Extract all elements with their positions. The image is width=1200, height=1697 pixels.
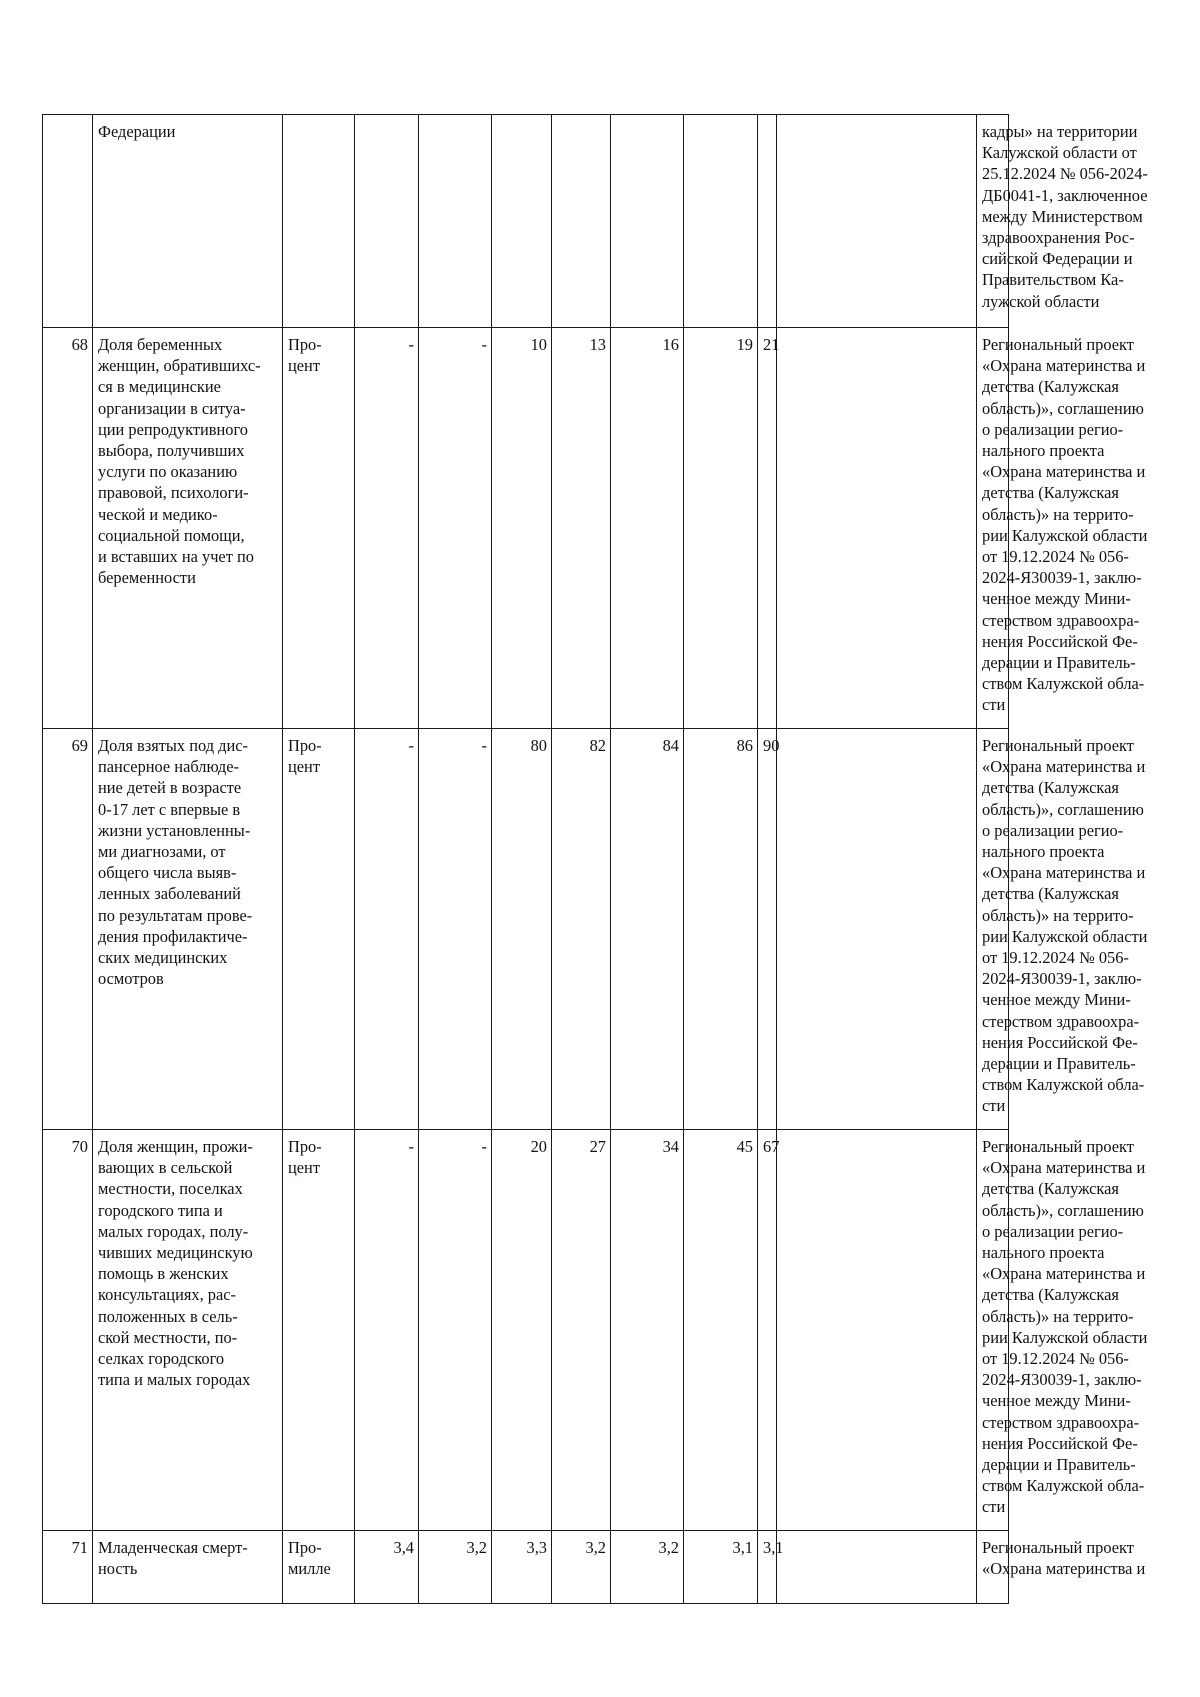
table-row [43,729,1009,1130]
indicator-name-line: местности, поселках [98,1179,243,1199]
indicator-name-line: ность [98,1559,138,1579]
unit-cell [283,1531,355,1604]
source-cell [977,1130,1148,1531]
table-row [43,328,1009,729]
source-line: область)», соглашению [982,1200,1144,1220]
source-line: область)», соглашению [982,799,1144,819]
row-index: 71 [43,1531,93,1604]
source-line: ством Калужской обла- [982,674,1145,694]
indicator-name-line: Доля беременных [98,335,223,354]
source-line: сти [982,695,1006,715]
source-line: область)» на террито- [982,504,1134,524]
value-cell: 34 [611,1130,684,1531]
row-index: 70 [43,1130,93,1531]
source-line: Региональный проект [982,736,1134,755]
indicator-name-line: социальной помощи, [98,525,245,545]
source-line: нального проекта [982,842,1105,862]
value-cell: 3,2 [611,1531,684,1604]
unit-cell [283,1130,355,1531]
source-line: детства (Калужская [982,377,1119,397]
value-cell: 3,2 [419,1531,492,1604]
value-cell: 13 [552,328,611,729]
indicator-name-line: ской местности, по- [98,1327,238,1347]
source-line: «Охрана материнства и [982,863,1146,883]
unit-line: Про- [288,1137,322,1156]
source-line: «Охрана материнства и [982,757,1146,777]
value-cell: - [355,729,419,1130]
value-cell: - [419,1130,492,1531]
source-line: о реализации регио- [982,419,1124,439]
value-cell: 86 [684,729,758,1130]
source-line: «Охрана материнства и [982,1158,1146,1178]
source-line: «Охрана материнства и [982,462,1146,482]
value-cell [492,115,552,328]
indicator-name [93,328,283,729]
row-index: 69 [43,729,93,1130]
value-cell: 10 [492,328,552,729]
source-line: ченное между Мини- [982,1391,1131,1411]
source-line: рии Калужской области [982,926,1148,946]
indicator-name-line: Младенческая смерт- [98,1538,248,1557]
table-row [43,1531,1009,1604]
unit-line: Про- [288,1538,322,1557]
source-line: стерством здравоохра- [982,610,1140,630]
indicator-name-line: ся в медицинские [98,377,221,397]
source-cell [977,729,1148,1130]
table-row [43,1130,1009,1531]
value-cell [611,115,684,328]
source-line: нения Российской Фе- [982,1433,1138,1453]
source-line: от 19.12.2024 № 056- [982,547,1129,567]
indicator-name-line: по результатам прове- [98,905,253,925]
source-line: от 19.12.2024 № 056- [982,1349,1129,1369]
spacer-cell [777,729,977,1130]
indicator-name [93,729,283,1130]
source-line: нального проекта [982,441,1105,461]
indicator-name-line: малых городах, полу- [98,1221,249,1241]
indicator-name [93,115,283,328]
source-line: ДБ0041-1, заключенное [982,185,1148,205]
value-cell [355,115,419,328]
value-cell: - [419,729,492,1130]
indicator-name-line: ции репродуктивного [98,419,249,439]
source-line: «Охрана материнства и [982,1264,1146,1284]
unit-line: Про- [288,335,322,354]
source-line: Региональный проект [982,1538,1134,1557]
spacer-cell [777,1130,977,1531]
indicator-name-line: осмотров [98,969,164,989]
indicator-name-line: услуги по оказанию [98,462,238,482]
indicator-name-line: жизни установленны- [98,820,251,840]
source-line: Региональный проект [982,335,1134,354]
value-cell: 16 [611,328,684,729]
unit-cell [283,115,355,328]
indicator-name-line: Федерации [98,122,176,141]
source-line: 2024-Я30039-1, заклю- [982,1370,1142,1390]
source-line: ченное между Мини- [982,589,1131,609]
unit-line: милле [288,1559,331,1579]
source-line: ством Калужской обла- [982,1075,1145,1095]
source-line: здравоохранения Рос- [982,228,1135,248]
source-line: стерством здравоохра- [982,1011,1140,1031]
source-line: «Охрана материнства и [982,1559,1146,1579]
source-line: нения Российской Фе- [982,1032,1138,1052]
value-cell: 3,1 [758,1531,777,1604]
unit-cell [283,328,355,729]
value-cell: 21 [758,328,777,729]
source-line: лужской области [982,291,1100,311]
source-line: сти [982,1096,1006,1116]
source-line: 25.12.2024 № 056-2024- [982,164,1148,184]
unit-line: цент [288,1158,320,1178]
indicator-name-line: ми диагнозами, от [98,842,226,862]
value-cell [684,115,758,328]
source-line: нального проекта [982,1243,1105,1263]
value-cell [552,115,611,328]
indicator-name-line: общего числа выяв- [98,863,237,883]
indicators-table [42,114,1148,1604]
source-line: дерации и Правитель- [982,1455,1136,1475]
value-cell: 90 [758,729,777,1130]
value-cell: 82 [552,729,611,1130]
unit-line: цент [288,757,320,777]
source-line: область)» на террито- [982,1306,1134,1326]
indicator-name-line: вающих в сельской [98,1158,233,1178]
source-line: Региональный проект [982,1137,1134,1156]
source-cell [977,115,1148,328]
indicator-name-line: городского типа и [98,1200,223,1220]
indicator-name-line: положенных в сель- [98,1306,238,1326]
value-cell: 3,2 [552,1531,611,1604]
indicator-name-line: ние детей в возрасте [98,778,242,798]
source-line: 2024-Я30039-1, заклю- [982,969,1142,989]
source-cell [977,1531,1146,1604]
indicator-name-line: Доля женщин, прожи- [98,1137,253,1156]
indicator-name-line: правовой, психологи- [98,483,249,503]
value-cell: 80 [492,729,552,1130]
source-line: о реализации регио- [982,1221,1124,1241]
row-index [43,115,93,328]
indicator-name [93,1531,283,1604]
value-cell: 19 [684,328,758,729]
source-line: Калужской области от [982,143,1137,163]
value-cell: - [419,328,492,729]
spacer-cell [777,1531,977,1604]
source-line: 2024-Я30039-1, заклю- [982,568,1142,588]
indicator-name-line: дения профилактиче- [98,926,248,946]
source-line: детства (Калужская [982,483,1119,503]
unit-line: Про- [288,736,322,755]
indicator-name-line: ских медицинских [98,948,228,968]
value-cell: 3,4 [355,1531,419,1604]
row-index: 68 [43,328,93,729]
indicator-name-line: ческой и медико- [98,504,218,524]
value-cell: 84 [611,729,684,1130]
indicator-name-line: 0-17 лет с впервые в [98,799,241,819]
value-cell: 3,3 [492,1531,552,1604]
value-cell: 27 [552,1130,611,1531]
indicator-name-line: выбора, получивших [98,441,245,461]
indicator-name-line: типа и малых городах [98,1370,251,1390]
indicator-name-line: и вставших на учет по [98,547,254,567]
unit-cell [283,729,355,1130]
value-cell: 3,1 [684,1531,758,1604]
indicator-name-line: помощь в женских [98,1264,229,1284]
value-cell: 45 [684,1130,758,1531]
spacer-cell [777,115,977,328]
source-line: детства (Калужская [982,1179,1119,1199]
source-line: рии Калужской области [982,525,1148,545]
indicator-name-line: ленных заболеваний [98,884,241,904]
indicator-name-line: организации в ситуа- [98,398,246,418]
source-line: ченное между Мини- [982,990,1131,1010]
source-line: сти [982,1497,1006,1517]
source-line: от 19.12.2024 № 056- [982,948,1129,968]
indicator-name-line: пансерное наблюде- [98,757,239,777]
value-cell [419,115,492,328]
source-line: детства (Калужская [982,1285,1119,1305]
value-cell: 67 [758,1130,777,1531]
source-line: дерации и Правитель- [982,653,1136,673]
indicator-name-line: консультациях, рас- [98,1285,236,1305]
unit-line: цент [288,356,320,376]
table-row [43,115,1009,328]
source-line: о реализации регио- [982,820,1124,840]
value-cell: - [355,328,419,729]
source-line: нения Российской Фе- [982,631,1138,651]
indicator-name-line: чивших медицинскую [98,1243,253,1263]
source-line: стерством здравоохра- [982,1412,1140,1432]
source-line: сийской Федерации и [982,249,1133,269]
value-cell: 20 [492,1130,552,1531]
source-line: область)» на террито- [982,905,1134,925]
indicator-name-line: селках городского [98,1349,225,1369]
source-line: Правительством Ка- [982,270,1124,290]
value-cell: - [355,1130,419,1531]
source-line: область)», соглашению [982,398,1144,418]
source-line: дерации и Правитель- [982,1054,1136,1074]
indicator-name-line: женщин, обратившихс- [98,356,261,376]
source-line: между Министерством [982,206,1143,226]
source-line: рии Калужской области [982,1327,1148,1347]
indicator-name-line: Доля взятых под дис- [98,736,248,755]
source-line: детства (Калужская [982,884,1119,904]
spacer-cell [777,328,977,729]
source-line: кадры» на территории [982,122,1138,141]
value-cell [758,115,777,328]
source-line: «Охрана материнства и [982,356,1146,376]
source-line: детства (Калужская [982,778,1119,798]
indicator-name [93,1130,283,1531]
source-cell [977,328,1148,729]
source-line: ством Калужской обла- [982,1476,1145,1496]
indicator-name-line: беременности [98,568,196,588]
